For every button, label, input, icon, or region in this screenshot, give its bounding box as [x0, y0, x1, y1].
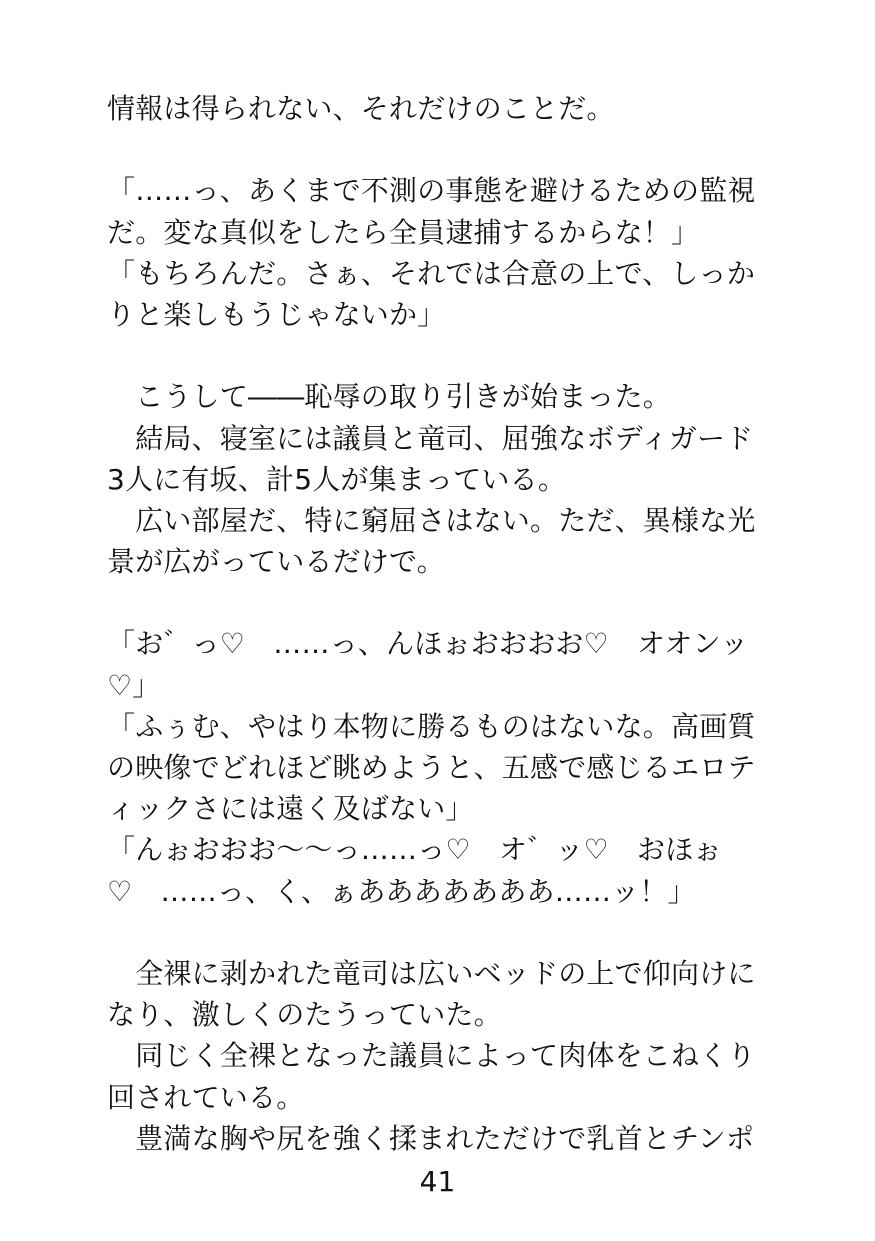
blank-line — [107, 582, 767, 623]
body-text — [107, 88, 767, 1159]
text-line: 景が広がっているだけで。 — [107, 545, 445, 579]
text-line: 「お゛っ♡ ……っ、んほぉおおおお♡ オオンッ — [107, 627, 749, 661]
blank-line — [107, 129, 767, 170]
text-line: ィックさには遠く及ばない」 — [107, 792, 474, 826]
text-line: 情報は得られない、それだけのことだ。 — [107, 92, 615, 125]
text-line: の映像でどれほど眺めようと、五感で感じるエロテ — [107, 751, 756, 784]
text-line: 豊満な胸や尻を強く揉まれただけで乳首とチンポ — [107, 1121, 755, 1155]
text-line: 「ふぅむ、やはり本物に勝るものはないな。高画質 — [107, 709, 756, 743]
text-line: ♡ ……っ、く、ぁあああああああ……ッ！」 — [107, 874, 696, 908]
text-line: 「……っ、あくまで不測の事態を避けるための監視 — [107, 174, 756, 208]
blank-line — [107, 912, 767, 953]
text-line: だ。変な真似をしたら全員逮捕するからな！」 — [107, 215, 700, 249]
text-line: ♡」 — [107, 668, 161, 702]
text-line: 広い部屋だ、特に窮屈さはない。ただ、異様な光 — [107, 503, 756, 537]
text-line: こうして――恥辱の取り引きが始まった。 — [107, 380, 672, 414]
text-line: りと楽しもうじゃないか」 — [107, 297, 446, 331]
page-number: 41 — [419, 1165, 456, 1198]
text-line: 全裸に剥かれた竜司は広いベッドの上で仰向けに — [107, 956, 756, 990]
blank-line — [107, 335, 767, 376]
text-line: 同じく全裸となった議員によって肉体をこねくり — [107, 1039, 756, 1073]
text-line: 「んぉおおお〜〜っ……っ♡ オ゛ッ♡ おほぉ — [107, 833, 722, 867]
text-line: なり、激しくのたうっていた。 — [107, 998, 502, 1032]
text-line: 「もちろんだ。さぁ、それでは合意の上で、しっか — [107, 256, 756, 290]
text-line: 回されている。 — [107, 1080, 305, 1114]
text-line: 結局、寝室には議員と竜司、屈強なボディガード — [107, 421, 754, 455]
text-line: 3人に有坂、計5人が集まっている。 — [107, 462, 567, 496]
